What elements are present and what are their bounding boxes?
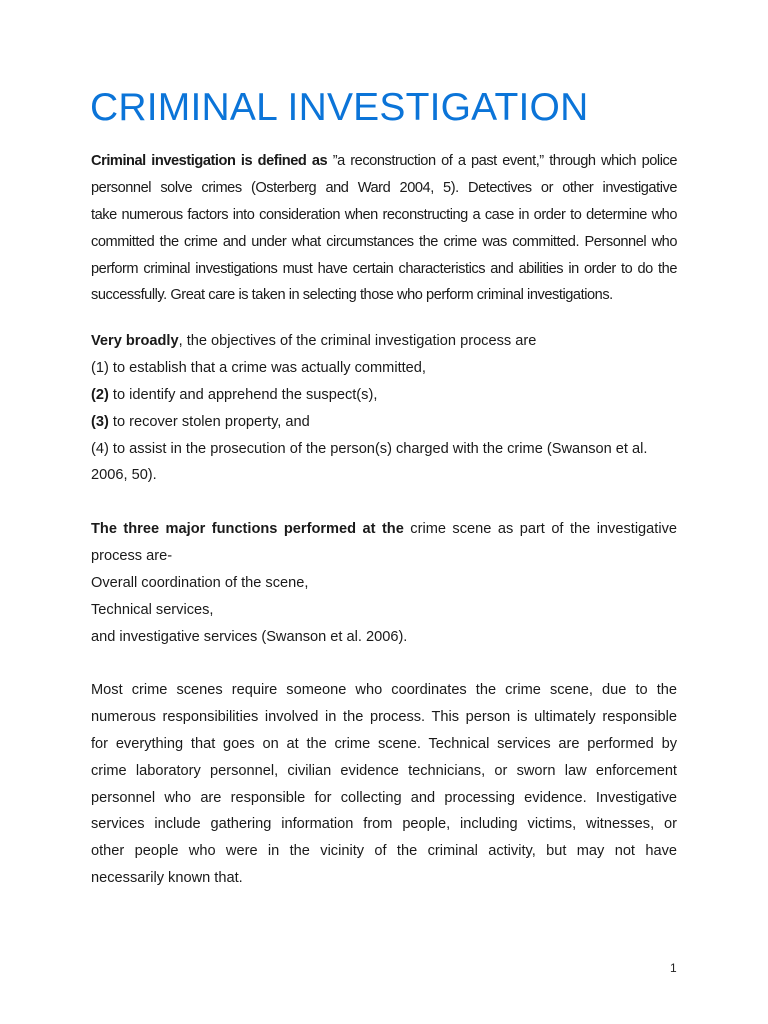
text-line [91, 175, 677, 202]
text-run: personnel who are responsible for collecting and processing evidence. Investigative [91, 789, 677, 806]
text-line [91, 436, 677, 463]
text-run: process are- [91, 547, 173, 564]
text-line [91, 677, 677, 704]
paragraph-definition [91, 148, 677, 309]
text-line [91, 758, 677, 785]
text-run: to recover stolen property, and [108, 413, 310, 430]
text-line [91, 148, 677, 175]
paragraph-objectives [91, 328, 677, 489]
text-line [91, 731, 677, 758]
bold-text: (2) [91, 386, 109, 403]
text-line [91, 462, 677, 489]
text-run: for everything that goes on at the crime scene. Technical services are performed by [91, 735, 677, 752]
text-run: 2006, 50). [91, 467, 157, 484]
text-run: committed the crime and under what circumstances the crime was committed. Personnel who [91, 233, 677, 250]
text-run: crime laboratory personnel, civilian evidence technicians, or sworn law enforcement [91, 762, 677, 779]
text-line [91, 624, 677, 651]
bold-text: Criminal investigation is defined as [91, 153, 328, 169]
text-line [91, 256, 677, 283]
text-run: take numerous factors into consideration when reconstructing a case in order to determine who [91, 206, 677, 223]
text-line [91, 811, 677, 838]
bold-text: Very broadly [91, 333, 179, 349]
text-run: successfully. Great care is taken in selecting those who perform criminal investigations. [91, 287, 613, 304]
text-run: Overall coordination of the scene, [91, 574, 309, 591]
text-run: to identify and apprehend the suspect(s), [108, 386, 378, 403]
text-line [91, 838, 677, 865]
text-run: , the objectives of the criminal investigation process are [178, 333, 537, 349]
text-run: Most crime scenes require someone who coordinates the crime scene, due to the [91, 682, 677, 698]
text-line [91, 382, 677, 409]
text-line [91, 409, 677, 436]
text-line [91, 570, 677, 597]
text-run: perform criminal investigations must have certain characteristics and abilities in order to do the [91, 260, 677, 277]
text-run: numerous responsibilities involved in the process. This person is ultimately responsible [91, 708, 677, 725]
bold-text: (3) [91, 413, 109, 430]
text-line [91, 202, 677, 229]
text-run: (4) to assist in the prosecution of the person(s) charged with the crime (Swanson et al. [91, 440, 648, 457]
text-line [91, 229, 677, 256]
text-line [91, 282, 677, 309]
text-run: personnel solve crimes (Osterberg and Ward 2004, 5). Detectives or other investigative [91, 179, 677, 196]
text-run: necessarily known that. [91, 870, 243, 887]
text-run: and investigative services (Swanson et al. 2006). [91, 628, 408, 645]
text-run: other people who were in the vicinity of the criminal activity, but may not have [91, 843, 677, 860]
text-line [91, 865, 677, 892]
text-run: crime scene as part of the investigative [403, 521, 677, 537]
document-title: CRIMINAL INVESTIGATION [90, 86, 589, 129]
paragraph-functions [91, 516, 677, 650]
page-number: 1 [670, 961, 677, 975]
text-run: Technical services, [91, 601, 214, 618]
text-line [91, 328, 677, 355]
text-line [91, 785, 677, 812]
bold-text: The three major functions performed at the [91, 521, 404, 537]
paragraph-crime-scenes [91, 677, 677, 892]
text-line [91, 355, 677, 382]
text-line [91, 597, 677, 624]
text-line [91, 543, 677, 570]
text-run: services include gathering information from people, including victims, witnesses, or [91, 816, 677, 833]
text-line [91, 704, 677, 731]
text-line [91, 516, 677, 543]
text-run: (1) to establish that a crime was actually committed, [91, 359, 426, 376]
text-run: ”a reconstruction of a past event,” through which police [327, 153, 677, 169]
